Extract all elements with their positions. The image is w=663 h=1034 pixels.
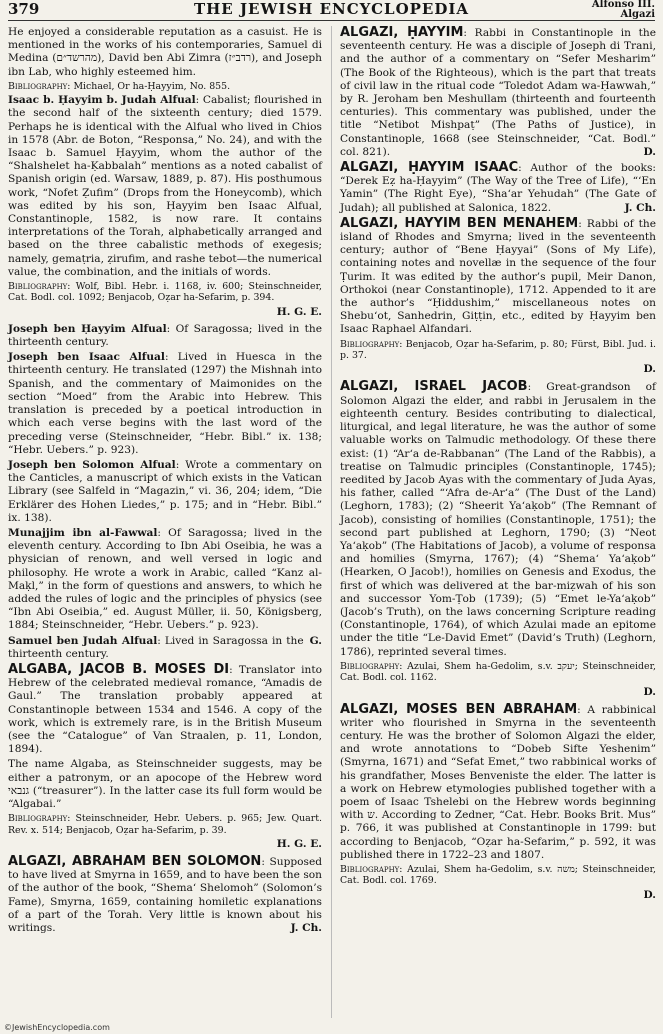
entry-heading: ALGAZI, MOSES BEN ABRAHAM [340, 701, 578, 717]
entry-joseph-isaac-alfual: Joseph ben Isaac Alfual: Lived in Huesca in the thirteenth century. He translated (1297) the Mishnah into Spanish, and the commentary of Maimonides on the section “Moed” from the Arabic into Hebrew. This translation is preceded by a poetical introduction in which each verse begins with the last word of the preceding verse (Steinschneider, “Hebr. Bibl.” ix. 138; “Hebr. Uebers.” p. 923). [8, 351, 323, 456]
catchwords [592, 0, 655, 20]
entry-heading: ALGAZI, ISRAEL JACOB [340, 379, 528, 395]
author-signature: D. [643, 145, 656, 158]
column-rule [331, 26, 332, 1018]
left-column [8, 26, 322, 937]
entry-hayyim-algazi: ALGAZI, ḤAYYIM: Rabbi in Constantinople in the seventeenth century. He was a disciple of Joseph di Trani, and the author of a commentary on “Sefer Mesharim” (The Book of the Righteous), which is the part that treats of civil law in the ritual code “Toledot Adam wa-Ḥawwah,” by R. Jeroham ben Meshullam (thirteenth and fourteenth centuries). This commentary was published, under the title “Netibot Mishpaṭ” (The Paths of Justice), in Constantinople, 1668 (see Steinschneider, “Cat. Bodl.” col. 821). D. [340, 25, 656, 158]
entry-algaba: ALGABA, JACOB B. MOSES DI: Translator into Hebrew of the celebrated medieval romance, “Amadis de Gaul.” The translation probably appeared at Constantinople between 1534 and 1546. A copy of the work, which is extremely rare, is in the British Museum (see the “Catalogue” of Van Straalen, p. 11, London, 1894). [8, 661, 322, 756]
copyright-credit: ©JewishEncyclopedia.com [4, 1023, 110, 1032]
entry-heading: Isaac b. Ḥayyim b. Judah Alfual [8, 94, 196, 107]
entry-heading: ALGAZI, ḤAYYIM ISAAC [340, 160, 519, 176]
catchword-top: Alfonso III. [591, 0, 655, 10]
continued-paragraph: He enjoyed a considerable reputation as a casuist. He is mentioned in the works of his contemporaries, Samuel di Medina (מהרשד״ם), David ben Abi Zimra (רדב״ז), and Joseph ibn Lab, who highly esteemed him. [8, 26, 322, 78]
page-number: 379 [8, 0, 40, 18]
entry-isaac-alfual: Isaac b. Ḥayyim b. Judah Alfual: Cabalist; flourished in the second half of the sixteenth century; died 1579. Perhaps he is identical with the Alfual who lived in Chios in 1578 (Abr. de Boton, “Responsa,” No. 24), and with the Isaac b. Samuel Ḥayyim, whom the author of the “Shalshelet ha-Ḳabbalah” mentions as a noted cabalist of Spanish origin (ed. Warsaw, 1889, p. 87). His posthumous work, “Nofet Ẓufim” (Drops from the Honeycomb), which was edited by his son, Ḥayyim ben Isaac Alfual, Constantinople, 1582, is now rare. It contains interpretations of the Torah, alphabetically arranged and based on the three cabalistic methods of exegesis; namely, gemaṭria, ẓirufim, and rashe tebot—the numerical value, the combination, and the initials of words. [8, 94, 322, 278]
author-signature: J. Ch. [290, 922, 322, 935]
entry-heading: Munajjim ibn al-Fawwal [8, 526, 158, 539]
author-signature: G. [309, 634, 322, 647]
author-signature: D. [643, 685, 656, 698]
entry-hayyim-isaac-algazi: ALGAZI, ḤAYYIM ISAAC: Author of the books: “Derek Eẓ ha-Ḥayyim” (The Way of the Tree of Life), “‘En Yamin” (The Right Eye), “Sha‘ar Yehudah” (The Gate of Judah); all published at Salonica, 1822. J. Ch. [340, 160, 656, 214]
entry-moses-ben-abraham: ALGAZI, MOSES BEN ABRAHAM: A rabbinical writer who flourished in Smyrna in the seventeenth century. He was the brother of Solomon Algazi the elder, and wrote annotations to “Dobeb Sifte Yeshenim” (Smyrna, 1671) and “Sefat Emet,” two rabbinical works of his grandfather, Moses Benveniste the elder. The latter is a work on Hebrew etymologies published together with a poem of Isaac Tshelebi on the Hebrew words beginning with ש. According to Zedner, “Cat. Hebr. Books Brit. Mus” p. 766, it was published at Constantinople in 1799: but according to Benjacob, “Oẓar ha-Sefarim,” p. 592, it was published there in 1722–23 and 1807. [340, 701, 657, 861]
author-signature: H. G. E. [276, 305, 322, 318]
author-signature: D. [643, 363, 656, 376]
right-column [340, 26, 656, 906]
bibliography: Bibliography: Wolf, Bibl. Hebr. i. 1168, iv. 600; Steinschneider, Cat. Bodl. col. 1092; Benjacob, Oẓar ha-Sefarim, p. 394. [8, 281, 322, 304]
entry-heading: Joseph ben Isaac Alfual [8, 351, 165, 364]
entry-heading: Samuel ben Judah Alfual [8, 634, 158, 647]
bibliography: Bibliography: Azulai, Shem ha-Gedolim, s.v. משה; Steinschneider, Cat. Bodl. col. 1769. [340, 864, 656, 887]
entry-israel-jacob: ALGAZI, ISRAEL JACOB: Great-grandson of Solomon Algazi the elder, and rabbi in Jerusalem in the eighteenth century. Besides contributing to dialectical, liturgical, and legal literature, he was the author of some valuable works on Talmudic methodology. Of these there exist: (1) “Ar‘a de-Rabbanan” (The Land of the Rabbis), a treatise on Talmudic principles (Constantinople, 1745); reedited by Jacob Ayas with the commentary of Juda Ayas, his father, called “‘Afra de-Ar‘a” (The Dust of the Land) (Leghorn, 1783); (2) “Sheerit Ya‘aḳob” (The Remnant of Jacob), consisting of homilies (Constantinople, 1751); the second part published at Leghorn, 1790; (3) “Neot Ya‘aḳob” (The Habitations of Jacob), a volume of responsa and homilies (Smyrna, 1767); (4) “Shema‘ Ya‘aḳob” (Hearken, O Jacob!), homilies on Genesis and Exodus, the first of which was delivered at the bar-miẓwah of his son and successor Yom-Ṭob (1739); (5) “Emet le-Ya‘aḳob” (Jacob’s Truth), on the laws concerning Scripture reading (Constantinople, 1764), of which Azulai made an epitome under the title “Le-David Emet” (David’s Truth) (Leghorn, 1786), reprinted several times. [340, 379, 656, 658]
entry-hayyim-ben-menahem: ALGAZI, HAYYIM BEN MENAHEM: Rabbi of the island of Rhodes and Smyrna; lived in the seventeenth century; author of “Bene Ḥayyai” (Sons of My Life), containing notes and novellæ in the sequence of the four Ṭurim. It was edited by the author’s pupil, Meir Danon, Orthokoi (near Constantinople), 1712. Appended to it are the author’s “Ḥiddushim,” miscellaneous notes on Shebu‘ot, Sanhedrin, Giṭṭin, etc., edited by Ḥayyim ben Isaac Raphael Alfandari. [340, 215, 656, 336]
entry-samuel-judah-alfual: G. Samuel ben Judah Alfual: Lived in Saragossa in the thirteenth century. [8, 634, 322, 660]
author-signature: J. Ch. [624, 201, 656, 214]
entry-heading: ALGAZI, HAYYIM BEN MENAHEM [340, 215, 579, 231]
entry-heading: ALGAZI, ḤAYYIM [340, 25, 464, 40]
entry-heading: ALGABA, JACOB B. MOSES DI [8, 661, 230, 677]
entry-joseph-solomon-alfual: Joseph ben Solomon Alfual: Wrote a commentary on the Canticles, a manuscript of which exists in the Vatican Library (see Salfeld in “Magazin,” vi. 36, 204; idem, “Die Erklärer des Hohen Liedes,” p. 175; and in “Hebr. Bibl.” ix. 138). [8, 458, 322, 524]
author-signature: D. [643, 888, 656, 901]
entry-heading: Joseph ben Ḥayyim Alfual [8, 322, 167, 335]
bibliography: Bibliography: Benjacob, Oẓar ha-Sefarim, p. 80; Fürst, Bibl. Jud. i. p. 37. [340, 338, 656, 362]
entry-heading: Joseph ben Solomon Alfual [8, 458, 176, 471]
entry-abraham-algazi: ALGAZI, ABRAHAM BEN SOLOMON: Supposed to have lived at Smyrna in 1659, and to have been the son of the author of the book, “Shema‘ Shelomoh” (Solomon’s Fame), Smyrna, 1659, containing homiletic explanations of a part of the Torah. Very little is known about his writings. J. Ch. [8, 854, 322, 935]
running-title: THE JEWISH ENCYCLOPEDIA [193, 0, 470, 18]
entry-algaba-cont: The name Algaba, as Steinschneider suggests, may be either a patronym, or an apocope of the Hebrew word גנבאי (“treasurer”). In the latter case its full form would be “Algabai.” [8, 758, 322, 810]
bibliography: Bibliography: Steinschneider, Hebr. Uebers. p. 965; Jew. Quart. Rev. x. 514; Benjacob, Oẓar ha-Sefarim, p. 39. [8, 813, 322, 836]
bibliography: Bibliography: Azulai, Shem ha-Gedolim, s.v. יעקב; Steinschneider, Cat. Bodl. col. 1162. [340, 660, 656, 684]
entry-munajjim: Munajjim ibn al-Fawwal: Of Saragossa; lived in the eleventh century. According to Ibn Abi Oseibia, he was a physician of renown, and well versed in logic and philosophy. He wrote a work in Arabic, called “Kanz al-Maḳl,” in the form of questions and answers, to which he added the rules of logic and the principles of physics (see “Ibn Abi Oseibia,” ed. August Müller, ii. 50, Königsberg, 1884; Steinschneider, “Hebr. Uebers.” p. 923). [8, 526, 322, 632]
author-signature: H. G. E. [276, 838, 322, 850]
page-header [8, 0, 655, 21]
bibliography: Bibliography: Michael, Or ha-Ḥayyim, No. 855. [8, 80, 231, 92]
catchword-bottom: Algazi [620, 9, 655, 20]
entry-heading: ALGAZI, ABRAHAM BEN SOLOMON [8, 854, 262, 869]
entry-joseph-hayyim-alfual: Joseph ben Ḥayyim Alfual: Of Saragossa; lived in the thirteenth century. [8, 322, 322, 349]
